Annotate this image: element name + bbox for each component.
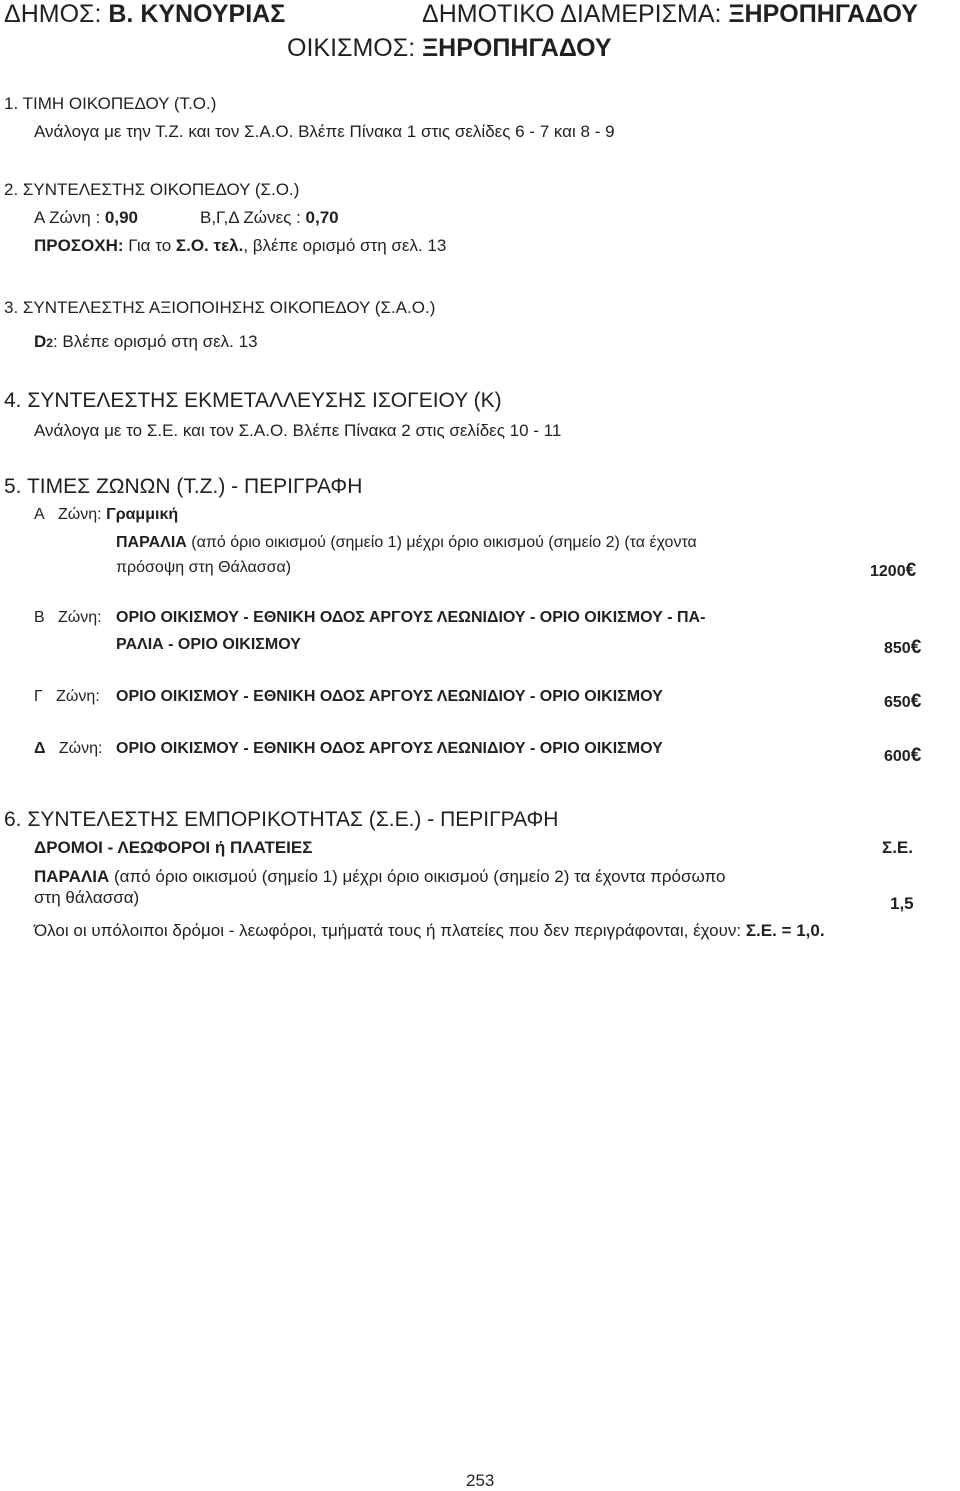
section-3-title: 3. ΣΥΝΤΕΛΕΣΤΗΣ ΑΞΙΟΠΟΙΗΣΗΣ ΟΙΚΟΠΕΔΟΥ (Σ.Α.Ο.) bbox=[4, 298, 436, 317]
d2-sub: 2 bbox=[46, 336, 53, 350]
zone-label: Ζώνη: bbox=[58, 609, 102, 626]
header-municipality bbox=[4, 0, 285, 29]
section-4-text: Ανάλογα με το Σ.Ε. και τον Σ.Α.Ο. Βλέπε Πίνακα 2 στις σελίδες 10 - 11 bbox=[34, 421, 562, 440]
d2-label: D bbox=[34, 332, 47, 351]
zone-d-price bbox=[884, 745, 921, 767]
row-bold: ΠΑΡΑΛΙΑ bbox=[34, 867, 110, 886]
row-line1: (από όριο οικισμού (σημείο 1) μέχρι όριο οικισμού (σημείο 2) τα έχοντα πρόσωπο bbox=[109, 867, 726, 886]
section-6-row-value: 1,5 bbox=[890, 894, 914, 913]
zone-a-desc-line2: πρόσοψη στη Θάλασσα) bbox=[116, 559, 292, 576]
zone-bcd-text: Ζώνες : bbox=[238, 208, 306, 227]
zone-a-price bbox=[870, 560, 916, 582]
zone-c-line1: ΟΡΙΟ ΟΙΚΙΣΜΟΥ - ΕΘΝΙΚΗ ΟΔΟΣ ΑΡΓΟΥΣ ΛΕΩΝΙΔΙΟΥ - ΟΡΙΟ ΟΙΚΙΣΜΟΥ bbox=[116, 688, 663, 705]
zone-label: Ζώνη: bbox=[58, 740, 103, 757]
zone-d-line1: ΟΡΙΟ ΟΙΚΙΣΜΟΥ - ΕΘΝΙΚΗ ΟΔΟΣ ΑΡΓΟΥΣ ΛΕΩΝΙΔΙΟΥ - ΟΡΙΟ ΟΙΚΙΣΜΟΥ bbox=[116, 740, 663, 757]
price-value: 850 bbox=[884, 640, 911, 657]
note-text-2: , βλέπε ορισμό στη σελ. 13 bbox=[243, 236, 447, 255]
zone-a-label: Α Ζώνη : bbox=[34, 208, 105, 227]
section-6-col-header: ΔΡΟΜΟΙ - ΛΕΩΦΟΡΟΙ ή ΠΛΑΤΕΙΕΣ bbox=[34, 838, 313, 857]
euro-icon: € bbox=[905, 560, 917, 581]
zone-d-row bbox=[34, 740, 102, 758]
section-6-row-line1 bbox=[34, 867, 725, 887]
section-2-zones-bcd bbox=[200, 208, 339, 228]
section-4-title: 4. ΣΥΝΤΕΛΕΣΤΗΣ ΕΚΜΕΤΑΛΛΕΥΣΗΣ ΙΣΟΓΕΙΟΥ (Κ) bbox=[4, 389, 502, 412]
header-settlement bbox=[287, 34, 612, 63]
settlement-label: ΟΙΚΙΣΜΟΣ: bbox=[287, 34, 423, 62]
zone-letter: Α bbox=[34, 506, 45, 523]
zone-bcd-label: Β,Γ,Δ bbox=[200, 208, 239, 227]
d2-text: : Βλέπε ορισμό στη σελ. 13 bbox=[52, 332, 258, 351]
municipality-value: Β. ΚΥΝΟΥΡΙΑΣ bbox=[108, 0, 286, 28]
zone-b-row bbox=[34, 609, 102, 627]
zone-bcd-value: 0,70 bbox=[305, 208, 339, 227]
zone-letter: Β bbox=[34, 609, 45, 626]
zone-c-row bbox=[34, 688, 100, 706]
section-2-title: 2. ΣΥΝΤΕΛΕΣΤΗΣ ΟΙΚΟΠΕΔΟΥ (Σ.Ο.) bbox=[4, 180, 300, 199]
zone-name: Γραμμική bbox=[106, 506, 179, 523]
section-3-d2 bbox=[34, 332, 258, 352]
note-term: Σ.Ο. τελ. bbox=[175, 236, 244, 255]
page-number: 253 bbox=[466, 1471, 495, 1490]
section-6-row-line2: στη θάλασσα) bbox=[34, 888, 140, 907]
section-2-zones bbox=[34, 208, 138, 228]
price-value: 600 bbox=[884, 748, 911, 765]
euro-icon: € bbox=[910, 691, 922, 712]
zone-label: Ζώνη: bbox=[58, 506, 102, 523]
zone-letter: Δ bbox=[34, 740, 46, 757]
section-5-title: 5. ΤΙΜΕΣ ΖΩΝΩΝ (Τ.Ζ.) - ΠΕΡΙΓΡΑΦΗ bbox=[4, 475, 363, 498]
zone-a-desc-1 bbox=[116, 534, 697, 552]
zone-a-row bbox=[34, 506, 178, 524]
zone-a-desc-bold: ΠΑΡΑΛΙΑ bbox=[116, 534, 187, 551]
price-value: 1200 bbox=[870, 563, 906, 580]
zone-a-value: 0,90 bbox=[104, 208, 138, 227]
section-6-title: 6. ΣΥΝΤΕΛΕΣΤΗΣ ΕΜΠΟΡΙΚΟΤΗΤΑΣ (Σ.Ε.) - ΠΕΡΙΓΡΑΦΗ bbox=[4, 808, 559, 831]
district-label: ΔΗΜΟΤΙΚΟ ΔΙΑΜΕΡΙΣΜΑ: bbox=[422, 0, 729, 28]
zone-b-line2: ΡΑΛΙΑ - ΟΡΙΟ ΟΙΚΙΣΜΟΥ bbox=[116, 636, 301, 653]
zone-a-desc-line1: (από όριο οικισμού (σημείο 1) μέχρι όριο οικισμού (σημείο 2) (τα έχοντα bbox=[186, 534, 697, 551]
euro-icon: € bbox=[910, 637, 922, 658]
euro-icon: € bbox=[910, 745, 922, 766]
zone-b-line1: ΟΡΙΟ ΟΙΚΙΣΜΟΥ - ΕΘΝΙΚΗ ΟΔΟΣ ΑΡΓΟΥΣ ΛΕΩΝΙΔΙΟΥ - ΟΡΙΟ ΟΙΚΙΣΜΟΥ - ΠΑ- bbox=[116, 609, 706, 626]
zone-c-price bbox=[884, 691, 921, 713]
section-1-title: 1. ΤΙΜΗ ΟΙΚΟΠΕΔΟΥ (Τ.Ο.) bbox=[4, 94, 217, 113]
zone-letter: Γ bbox=[34, 688, 43, 705]
header-district bbox=[422, 0, 918, 29]
zone-label: Ζώνη: bbox=[56, 688, 100, 705]
section-2-note bbox=[34, 236, 446, 256]
note-text-1: Για το bbox=[123, 236, 176, 255]
section-6-col-value-header: Σ.Ε. bbox=[882, 838, 913, 857]
price-value: 650 bbox=[884, 694, 911, 711]
footer-text: Όλοι οι υπόλοιποι δρόμοι - λεωφόροι, τμήματά τους ή πλατείες που δεν περιγράφονται, έχουν: bbox=[34, 921, 746, 940]
footer-value: Σ.Ε. = 1,0. bbox=[745, 921, 825, 940]
section-6-footer bbox=[34, 921, 825, 941]
section-1-text: Ανάλογα με την Τ.Ζ. και τον Σ.Α.Ο. Βλέπε Πίνακα 1 στις σελίδες 6 - 7 και 8 - 9 bbox=[34, 122, 615, 141]
district-value: ΞΗΡΟΠΗΓΑΔΟΥ bbox=[728, 0, 918, 28]
note-label: ΠΡΟΣΟΧΗ: bbox=[34, 236, 124, 255]
zone-b-price bbox=[884, 637, 921, 659]
settlement-value: ΞΗΡΟΠΗΓΑΔΟΥ bbox=[422, 34, 612, 62]
municipality-label: ΔΗΜΟΣ: bbox=[4, 0, 109, 28]
